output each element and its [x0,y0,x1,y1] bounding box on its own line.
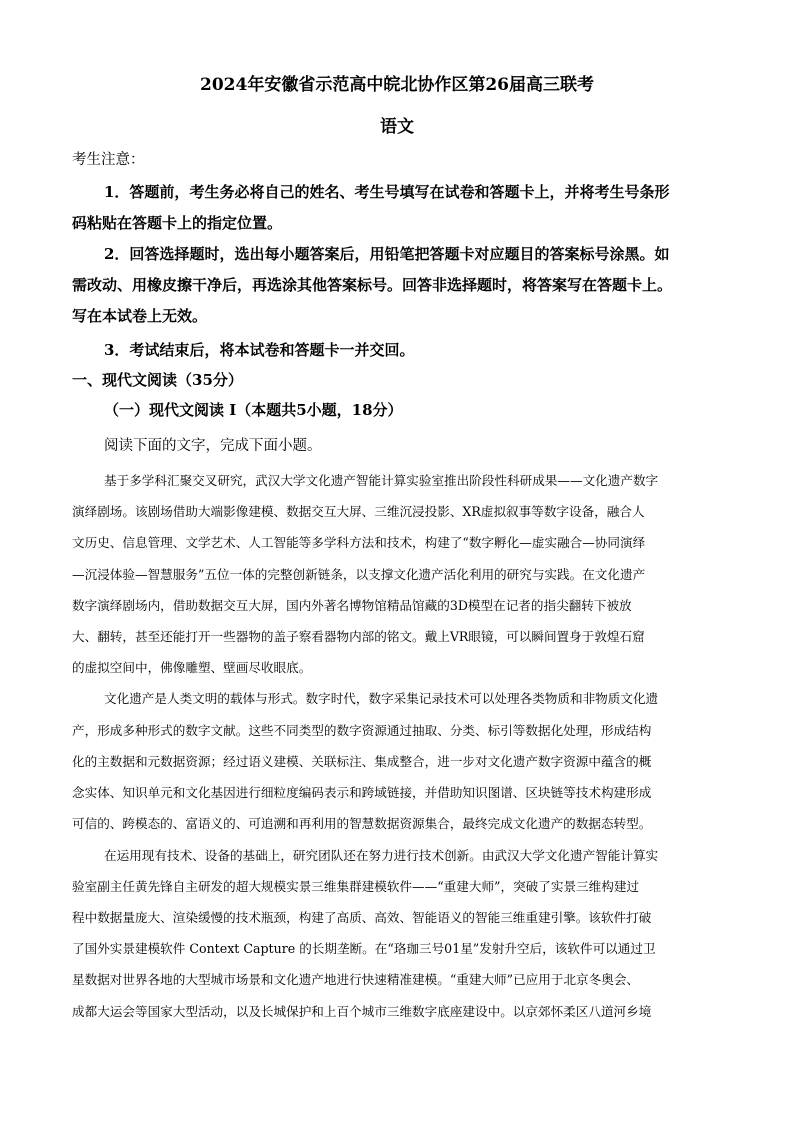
section-heading: 一、现代文阅读（35分） [72,371,243,389]
passage-line: 产，形成多种形式的数字文献。这些不同类型的数字资源通过抽取、分类、标引等数据化处理，形成结构 [72,723,652,738]
passage-line: 数字演绎剧场内，借助数据交互大屏，国内外著名博物馆精品馆藏的3D模型在记者的指尖翻转下被放 [72,598,632,613]
notice-line: 需改动、用橡皮擦干净后，再选涂其他答案标号。回答非选择题时，将答案写在答题卡上。 [72,276,673,294]
passage-line: —沉浸体验—智慧服务”五位一体的完整创新链条，以支撑文化遗产活化利用的研究与实践。在文化遗产 [72,567,646,582]
notice-line: 码粘贴在答题卡上的指定位置。 [72,214,283,232]
exam-title: 2024年安徽省示范高中皖北协作区第26届高三联考 [200,75,594,95]
subject-title: 语文 [380,117,414,137]
reading-instruction: 阅读下面的文字，完成下面小题。 [104,438,322,454]
notice-line: 1．答题前，考生务必将自己的姓名、考生号填写在试卷和答题卡上，并将考生号条形 [104,183,670,201]
passage-line: 念实体、知识单元和文化基因进行细粒度编码表示和跨域链接，并借助知识图谱、区块链等技术构建形成 [72,785,652,800]
passage-line: 成都大运会等国家大型活动，以及长城保护和上百个城市三维数字底座建设中。以京郊怀柔区八道河乡境 [72,1004,652,1019]
passage-line: 演绎剧场。该剧场借助大端影像建模、数据交互大屏、三维沉浸投影、XR虚拟叙事等数字设备，融合人 [72,504,645,519]
passage-line: 在运用现有技术、设备的基础上，研究团队还在努力进行技术创新。由武汉大学文化遗产智能计算实 [104,848,659,863]
passage-line: 大、翻转，甚至还能打开一些器物的盖子察看器物内部的铭文。戴上VR眼镜，可以瞬间置身于敦煌石窟 [72,629,645,644]
passage-line: 程中数据量庞大、渲染缓慢的技术瓶颈，构建了高质、高效、智能语义的智能三维重建引擎。该软件打破 [72,910,652,925]
notice-line: 写在本试卷上无效。 [72,307,208,325]
passage-line: 星数据对世界各地的大型城市场景和文化遗产地进行快速精准建模。“重建大师”已应用于北京冬奥会、 [72,972,640,987]
passage-line: 文历史、信息管理、文学艺术、人工智能等多学科方法和技术，构建了“数字孵化—虚实融合—协同演绎 [72,535,646,550]
notice-line: 3．考试结束后，将本试卷和答题卡一并交回。 [104,341,415,359]
passage-line: 化的主数据和元数据资源；经过语义建模、关联标注、集成整合，进一步对文化遗产数字资源中蕴含的概 [72,754,652,769]
passage-line: 了国外实景建模软件 Context Capture 的长期垄断。在“珞珈三号01星”发射升空后，该软件可以通过卫 [72,941,656,956]
passage-line: 验室副主任黄先锋自主研发的超大规模实景三维集群建模软件——“重建大师”，突破了实景三维构建过 [72,879,640,894]
passage-line: 的虚拟空间中，佛像雕塑、壁画尽收眼底。 [72,660,312,675]
notice-heading: 考生注意： [72,152,145,168]
passage-line: 基于多学科汇聚交叉研究，武汉大学文化遗产智能计算实验室推出阶段性科研成果——文化遗产数字 [104,473,659,488]
passage-line: 可信的、跨模态的、富语义的、可追溯和再利用的智慧数据资源集合，最终完成文化遗产的数据态转型。 [72,816,652,831]
passage-line: 文化遗产是人类文明的载体与形式。数字时代，数字采集记录技术可以处理各类物质和非物质文化遗 [104,691,659,706]
sub-section-heading: （一）现代文阅读 I（本题共5小题，18分） [104,401,403,419]
notice-line: 2．回答选择题时，选出每小题答案后，用铅笔把答题卡对应题目的答案标号涂黑。如 [104,245,670,263]
